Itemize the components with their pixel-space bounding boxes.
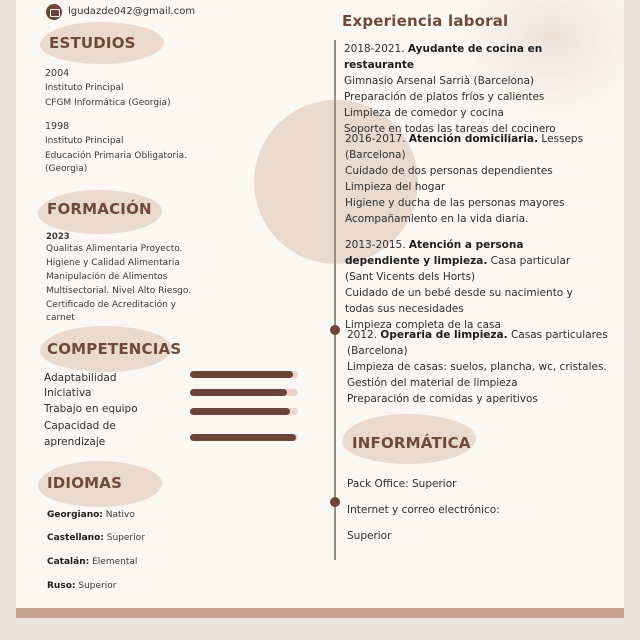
section-title-experiencia: Experiencia laboral [342, 12, 509, 30]
job-entry: 2013-2015. Atención a persona dependiente y limpieza. Casa particular (Sant Vicents dels Horts) Cuidado de un bebé desde su nacimiento y todas sus necesidades Limpieza completa de la casa [345, 239, 573, 331]
job-entry: 2016-2017. Atención domiciliaria. Lesseps (Barcelona) Cuidado de dos personas dependientes Limpieza del hogar Higiene y ducha de las personas mayores Acompañamiento en la vida diaria. [345, 133, 584, 225]
estudios-line: Instituto Principal [45, 83, 124, 93]
skill-bar-fill [190, 408, 290, 415]
skill-bar-fill [190, 371, 293, 378]
formacion-line: Certificado de Acreditación y [46, 300, 176, 310]
email-text[interactable]: lgudazde042@gmail.com [68, 6, 196, 17]
formacion-year: 2023 [46, 232, 70, 242]
formacion-line: carnet [46, 313, 75, 323]
estudios-line: (Georgia) [45, 164, 88, 174]
language-item: Catalán: Elemental [47, 557, 138, 567]
section-title-estudios: ESTUDIOS [49, 34, 136, 52]
it-skill: Internet y correo electrónico: [347, 504, 500, 516]
section-title-informatica: INFORMÁTICA [352, 434, 471, 452]
language-item: Castellano: Superior [47, 533, 145, 543]
section-title-competencias: COMPETENCIAS [47, 340, 182, 358]
estudios-line: Instituto Principal [45, 136, 124, 146]
formacion-line: Qualitas Alimentaria Proyecto. [46, 244, 183, 254]
skill-label: Capacidad de aprendizaje [44, 420, 116, 448]
estudios-line: Educación Primaria Obligatoria. [45, 151, 188, 161]
it-skill: Superior [347, 530, 392, 542]
job-entry: 2018-2021. Ayudante de cocina en restaurante Gimnasio Arsenal Sarrià (Barcelona) Preparación de platos fríos y calientes Limpieza de comedor y cocina Soporte en todas las tareas del cocinero [344, 43, 556, 135]
estudios-year: 1998 [45, 121, 70, 132]
estudios-line: CFGM Informática (Georgia) [45, 98, 171, 108]
job-entry: 2012. Operaria de limpieza. Casas particulares (Barcelona) Limpieza de casas: suelos, plancha, wc, cristales. Gestión del material de limpieza Preparación de comidas y aperitivos [347, 329, 608, 405]
skill-label: Adaptabilidad [44, 372, 117, 384]
estudios-year: 2004 [45, 68, 70, 79]
skill-label: Iniciativa [44, 387, 92, 399]
timeline-dot [330, 325, 340, 335]
section-title-formacion: FORMACIÓN [47, 200, 152, 218]
language-item: Georgiano: Nativo [47, 510, 135, 520]
resume-page [16, 0, 624, 618]
timeline-dot [330, 497, 340, 507]
skill-label: Trabajo en equipo [44, 403, 138, 415]
mail-icon [46, 4, 62, 20]
skill-bar-fill [190, 434, 296, 441]
formacion-line: Multisectorial. Nivel Alto Riesgo. [46, 286, 192, 296]
formacion-line: Higiene y Calidad Alimentaria [46, 258, 180, 268]
section-title-idiomas: IDIOMAS [47, 474, 123, 492]
language-item: Ruso: Superior [47, 581, 117, 591]
it-skill: Pack Office: Superior [347, 478, 457, 490]
skill-bar-fill [190, 389, 287, 396]
footer-band [16, 608, 624, 618]
timeline-line [334, 40, 336, 560]
formacion-line: Manipulación de Alimentos [46, 272, 168, 282]
